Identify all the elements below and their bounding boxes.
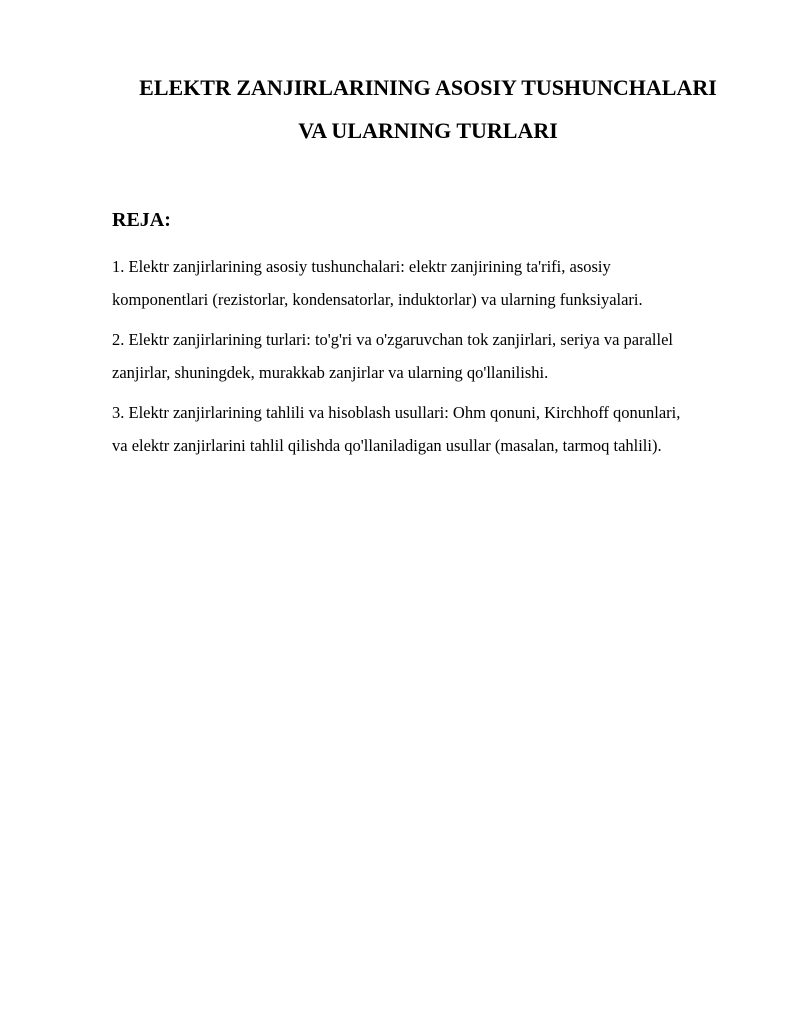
plan-item-1-line-2: komponentlari (rezistorlar, kondensatorlar, induktorlar) va ularning funksiyalari. xyxy=(112,289,643,309)
plan-item-2-line-2: zanjirlar, shuningdek, murakkab zanjirlar va ularning qo'llanilishi. xyxy=(112,362,549,382)
document-title-line-1: ELEKTR ZANJIRLARINING ASOSIY TUSHUNCHALARI xyxy=(139,75,717,100)
plan-item-1-line-1: 1. Elektr zanjirlarining asosiy tushunchalari: elektr zanjirining ta'rifi, asosiy xyxy=(112,257,611,276)
plan-heading: REJA: xyxy=(112,209,171,231)
plan-item-3-line-1: 3. Elektr zanjirlarining tahlili va hisoblash usullari: Ohm qonuni, Kirchhoff qonunlari, xyxy=(112,403,681,422)
plan-item-3-line-2: va elektr zanjirlarini tahlil qilishda qo'llaniladigan usullar (masalan, tarmoq tahlili). xyxy=(112,435,662,455)
plan-item-2-line-1: 2. Elektr zanjirlarining turlari: to'g'ri va o'zgaruvchan tok zanjirlari, seriya va parallel xyxy=(112,330,673,349)
document-title-line-2: VA ULARNING TURLARI xyxy=(298,118,558,143)
plan-item-2 xyxy=(112,324,762,389)
plan-item-1 xyxy=(112,251,762,316)
plan-item-3 xyxy=(112,397,762,462)
